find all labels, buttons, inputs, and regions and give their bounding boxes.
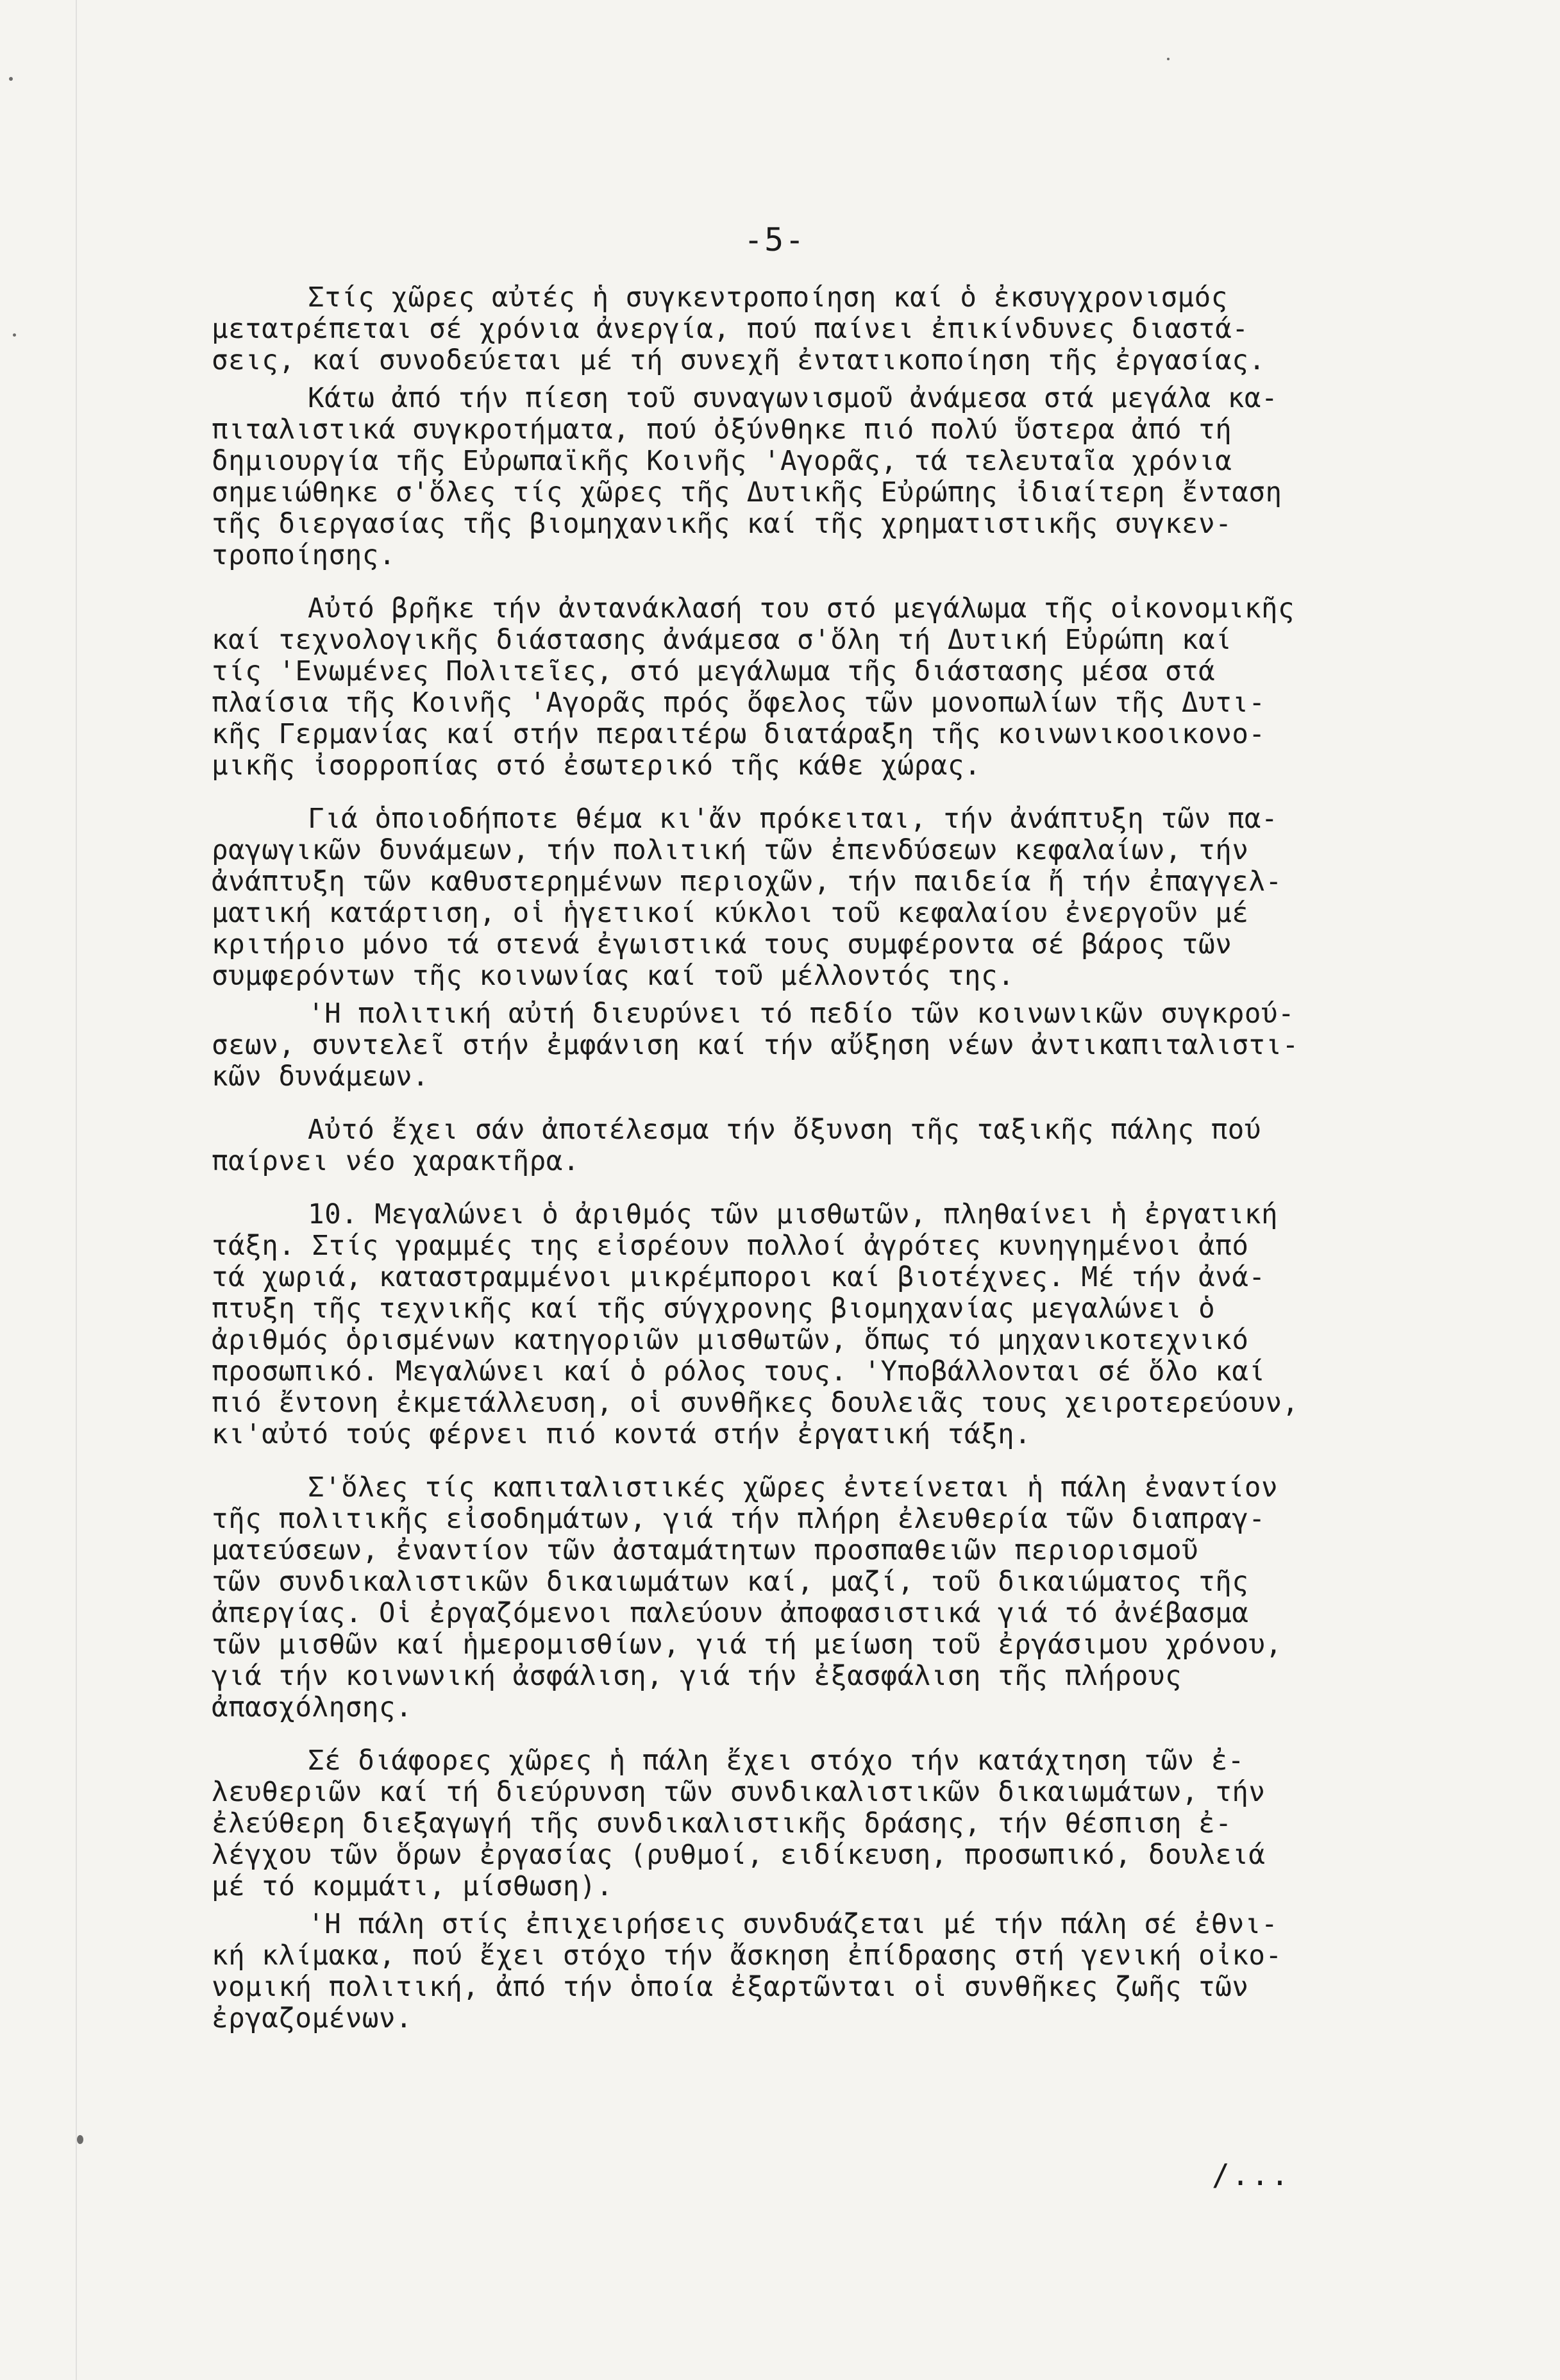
text-line: προσωπικό. Μεγαλώνει καί ὁ ρόλος τους. 'Υποβάλλονται σέ ὅλο καί — [212, 1356, 1266, 1387]
text-line: 'Η πολιτική αὐτή διευρύνει τό πεδίο τῶν κοινωνικῶν συγκρού- — [308, 998, 1295, 1030]
text-line: ματική κατάρτιση, οἱ ἡγετικοί κύκλοι τοῦ κεφαλαίου ἐνεργοῦν μέ — [212, 898, 1249, 929]
text-line: Σέ διάφορες χῶρες ἡ πάλη ἔχει στόχο τήν κατάχτηση τῶν ἐ- — [308, 1745, 1245, 1777]
scan-speck — [13, 333, 16, 337]
text-line: σεις, καί συνοδεύεται μέ τή συνεχῆ ἐντατικοποίηση τῆς ἐργασίας. — [212, 345, 1266, 376]
text-line: νομική πολιτική, ἀπό τήν ὁποία ἐξαρτῶνται οἱ συνθῆκες ζωῆς τῶν — [212, 1972, 1249, 2003]
text-line: πτυξη τῆς τεχνικῆς καί τῆς σύγχρονης βιομηχανίας μεγαλώνει ὁ — [212, 1293, 1216, 1325]
text-line: μικῆς ἰσορροπίας στό ἐσωτερικό τῆς κάθε χώρας. — [212, 750, 982, 782]
text-line: Κάτω ἀπό τήν πίεση τοῦ συναγωνισμοῦ ἀνάμεσα στά μεγάλα κα- — [308, 383, 1279, 414]
continuation-mark: /... — [1212, 2158, 1291, 2192]
text-line: ἀριθμός ὁρισμένων κατηγοριῶν μισθωτῶν, ὅπως τό μηχανικοτεχνικό — [212, 1325, 1249, 1356]
paragraph — [212, 1745, 1484, 1902]
scan-speck — [9, 77, 13, 81]
text-line: σεων, συντελεῖ στήν ἐμφάνιση καί τήν αὔξηση νέων ἀντικαπιταλιστι- — [212, 1030, 1299, 1061]
paragraph — [212, 1199, 1484, 1450]
text-line: τῶν μισθῶν καί ἡμερομισθίων, γιά τή μείωση τοῦ ἐργάσιμου χρόνου, — [212, 1629, 1282, 1661]
text-line: πλαίσια τῆς Κοινῆς 'Αγορᾶς πρός ὄφελος τῶν μονοπωλίων τῆς Δυτι- — [212, 687, 1266, 719]
text-line: συμφερόντων τῆς κοινωνίας καί τοῦ μέλλοντός της. — [212, 960, 1015, 992]
text-line: δημιουργία τῆς Εὐρωπαϊκῆς Κοινῆς 'Αγορᾶς, τά τελευταῖα χρόνια — [212, 446, 1232, 477]
text-line: καί τεχνολογικῆς διάστασης ἀνάμεσα σ'ὅλη τή Δυτική Εὐρώπη καί — [212, 624, 1232, 656]
text-line: πιό ἔντονη ἐκμετάλλευση, οἱ συνθῆκες δουλειᾶς τους χειροτερεύουν, — [212, 1387, 1299, 1419]
text-line: λευθεριῶν καί τή διεύρυνση τῶν συνδικαλιστικῶν δικαιωμάτων, τήν — [212, 1777, 1266, 1808]
paragraph — [212, 1909, 1484, 2034]
text-line: τά χωριά, καταστραμμένοι μικρέμποροι καί βιοτέχνες. Μέ τήν ἀνά- — [212, 1262, 1266, 1293]
text-line: τῆς πολιτικῆς εἰσοδημάτων, γιά τήν πλήρη ἐλευθερία τῶν διαπραγ- — [212, 1504, 1266, 1535]
paragraph — [212, 593, 1484, 782]
paragraph — [212, 1114, 1484, 1177]
text-line: τῆς διεργασίας τῆς βιομηχανικῆς καί τῆς χρηματιστικῆς συγκεν- — [212, 508, 1232, 540]
text-line: Αὐτό βρῆκε τήν ἀντανάκλασή του στό μεγάλωμα τῆς οἰκονομικῆς — [308, 593, 1295, 624]
paragraph — [212, 282, 1484, 376]
text-line: ἀνάπτυξη τῶν καθυστερημένων περιοχῶν, τήν παιδεία ἤ τήν ἐπαγγελ- — [212, 866, 1282, 898]
text-line: κριτήριο μόνο τά στενά ἐγωιστικά τους συμφέροντα σέ βάρος τῶν — [212, 929, 1232, 960]
paragraph — [212, 383, 1484, 571]
text-line: ἐργαζομένων. — [212, 2003, 413, 2034]
scan-speck — [77, 2135, 83, 2144]
text-line: ραγωγικῶν δυνάμεων, τήν πολιτική τῶν ἐπενδύσεων κεφαλαίων, τήν — [212, 835, 1249, 866]
text-line: Σ'ὅλες τίς καπιταλιστικές χῶρες ἐντείνεται ἡ πάλη ἐναντίον — [308, 1472, 1279, 1504]
text-line: Γιά ὁποιοδήποτε θέμα κι'ἄν πρόκειται, τήν ἀνάπτυξη τῶν πα- — [308, 803, 1279, 835]
text-line: γιά τήν κοινωνική ἀσφάλιση, γιά τήν ἐξασφάλιση τῆς πλήρους — [212, 1661, 1182, 1692]
text-line: τάξη. Στίς γραμμές της εἰσρέουν πολλοί ἀγρότες κυνηγημένοι ἀπό — [212, 1230, 1249, 1262]
paragraph — [212, 998, 1484, 1093]
text-line: τίς 'Ενωμένες Πολιτεῖες, στό μεγάλωμα τῆς διάστασης μέσα στά — [212, 656, 1216, 687]
text-line: 'Η πάλη στίς ἐπιχειρήσεις συνδυάζεται μέ τήν πάλη σέ ἐθνι- — [308, 1909, 1279, 1940]
text-line: παίρνει νέο χαρακτῆρα. — [212, 1146, 580, 1177]
text-line: κῶν δυνάμεων. — [212, 1061, 430, 1093]
text-line: τροποίησης. — [212, 540, 396, 571]
text-line: μέ τό κομμάτι, μίσθωση). — [212, 1871, 614, 1902]
text-line: κή κλίμακα, πού ἔχει στόχο τήν ἄσκηση ἐπίδρασης στή γενική οἰκο- — [212, 1940, 1282, 1972]
text-line: τῶν συνδικαλιστικῶν δικαιωμάτων καί, μαζί, τοῦ δικαιώματος τῆς — [212, 1566, 1249, 1598]
text-line: λέγχου τῶν ὅρων ἐργασίας (ρυθμοί, ειδίκευση, προσωπικό, δουλειά — [212, 1839, 1266, 1871]
text-line: ματεύσεων, ἐναντίον τῶν ἀσταμάτητων προσπαθειῶν περιορισμοῦ — [212, 1535, 1199, 1566]
scan-speck — [1167, 58, 1170, 60]
text-line: Στίς χῶρες αὐτές ἡ συγκεντροποίηση καί ὁ ἐκσυγχρονισμός — [308, 282, 1228, 314]
left-margin-line — [76, 0, 77, 2380]
page-number: -5- — [744, 221, 806, 258]
text-line: ἐλεύθερη διεξαγωγή τῆς συνδικαλιστικῆς δράσης, τήν θέσπιση ἐ- — [212, 1808, 1232, 1839]
text-line: πιταλιστικά συγκροτήματα, πού ὀξύνθηκε πιό πολύ ὕστερα ἀπό τή — [212, 414, 1232, 446]
text-line: μετατρέπεται σέ χρόνια ἀνεργία, πού παίνει ἐπικίνδυνες διαστά- — [212, 314, 1249, 345]
text-line: κι'αὐτό τούς φέρνει πιό κοντά στήν ἐργατική τάξη. — [212, 1419, 1032, 1450]
text-line: Αὐτό ἔχει σάν ἀποτέλεσμα τήν ὄξυνση τῆς ταξικῆς πάλης πού — [308, 1114, 1261, 1146]
paragraph — [212, 1472, 1484, 1723]
document-body — [212, 282, 1484, 2034]
text-line: ἀπεργίας. Οἱ ἐργαζόμενοι παλεύουν ἀποφασιστικά γιά τό ἀνέβασμα — [212, 1598, 1249, 1629]
paragraph — [212, 803, 1484, 992]
text-line: ἀπασχόλησης. — [212, 1692, 413, 1723]
text-line: 10. Μεγαλώνει ὁ ἀριθμός τῶν μισθωτῶν, πληθαίνει ἡ ἐργατική — [308, 1199, 1279, 1230]
text-line: κῆς Γερμανίας καί στήν περαιτέρω διατάραξη τῆς κοινωνικοοικονο- — [212, 719, 1266, 750]
text-line: σημειώθηκε σ'ὅλες τίς χῶρες τῆς Δυτικῆς Εὐρώπης ἰδιαίτερη ἔνταση — [212, 477, 1282, 508]
